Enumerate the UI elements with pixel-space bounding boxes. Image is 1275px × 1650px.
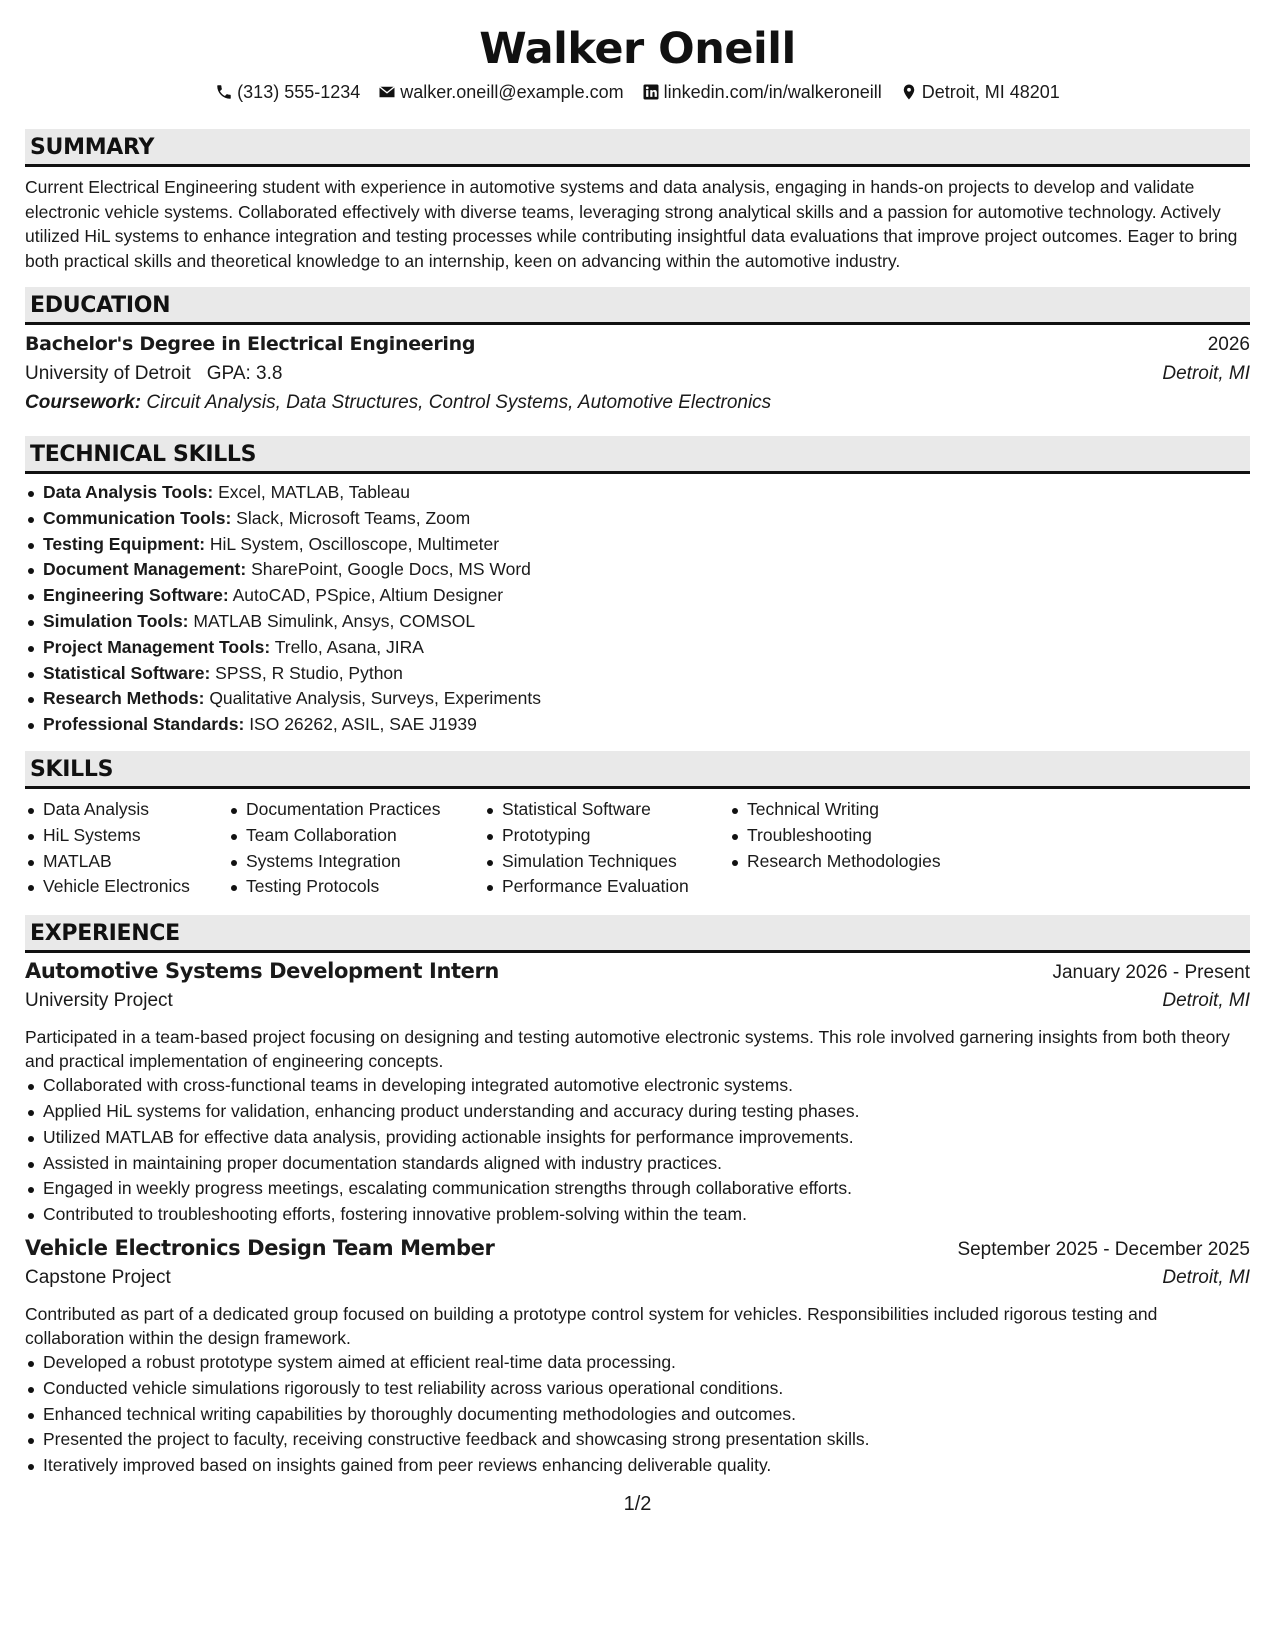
skills-column [729, 797, 989, 900]
education-heading: EDUCATION [25, 287, 1250, 325]
gpa: GPA: 3.8 [206, 363, 283, 384]
skill-value: Qualitative Analysis, Surveys, Experiments [209, 688, 541, 709]
contact-email[interactable] [378, 82, 623, 103]
list-item: Iteratively improved based on insights gained from peer reviews enhancing deliverable quality. [25, 1453, 1250, 1479]
skill-value: AutoCAD, PSpice, Altium Designer [232, 585, 504, 606]
skill-label: Project Management Tools: [43, 636, 271, 657]
job-description: Contributed as part of a dedicated group focused on building a prototype control system for vehicles. Responsibilities included rigorous testing and collaboration within the design framework. [25, 1303, 1158, 1348]
list-item: Research Methodologies [729, 849, 989, 875]
job-org: Capstone Project [25, 1266, 171, 1288]
list-item [25, 583, 1250, 609]
location-text: Detroit, MI 48201 [921, 81, 1060, 102]
school-row [25, 363, 1250, 392]
contact-bar [25, 80, 1250, 104]
skill-label: Communication Tools: [43, 507, 232, 528]
list-item [25, 686, 1250, 712]
list-item: Conducted vehicle simulations rigorously to test reliability across various operational conditions. [25, 1376, 1250, 1402]
job-bullets [25, 1073, 1250, 1228]
skill-value: MATLAB Simulink, Ansys, COMSOL [193, 610, 476, 631]
phone-icon [215, 83, 233, 101]
degree-row [25, 333, 1250, 363]
list-item: Engaged in weekly progress meetings, escalating communication strengths through collaborative efforts. [25, 1176, 1250, 1202]
job-entry [25, 959, 1250, 1228]
job-title-row [25, 959, 1250, 990]
skill-value: HiL System, Oscilloscope, Multimeter [209, 533, 500, 554]
contact-phone [215, 82, 360, 103]
school-name: University of Detroit [25, 363, 191, 384]
list-item: Presented the project to faculty, receiving constructive feedback and showcasing strong presentation skills. [25, 1427, 1250, 1453]
envelope-icon [378, 83, 396, 101]
phone-text: (313) 555-1234 [237, 81, 361, 102]
list-item: Contributed to troubleshooting efforts, fostering innovative problem-solving within the team. [25, 1202, 1250, 1228]
skill-value: Excel, MATLAB, Tableau [218, 482, 411, 502]
map-pin-icon [900, 83, 918, 101]
education-section [25, 287, 1250, 422]
job-title: Automotive Systems Development Intern [25, 959, 499, 984]
job-description: Participated in a team-based project focusing on designing and testing automotive electronic systems. This role involved garnering insights from both theory and practical implementation of engineering concepts. [25, 1027, 1230, 1072]
job-title: Vehicle Electronics Design Team Member [25, 1235, 495, 1260]
list-item: Simulation Techniques [484, 849, 729, 875]
skills-section [25, 751, 1250, 900]
list-item [25, 609, 1250, 635]
experience-heading: EXPERIENCE [25, 915, 1250, 953]
skill-label: Professional Standards: [43, 714, 245, 735]
summary-section [25, 129, 1250, 273]
skill-value: ISO 26262, ASIL, SAE J1939 [249, 714, 477, 735]
skill-label: Research Methods: [43, 688, 205, 709]
list-item: HiL Systems [25, 823, 228, 849]
list-item: Performance Evaluation [484, 874, 729, 900]
job-entry [25, 1236, 1250, 1479]
graduation-year: 2026 [1207, 334, 1250, 355]
skills-column [25, 797, 228, 900]
experience-section [25, 915, 1250, 1479]
skill-label: Document Management: [43, 559, 247, 580]
list-item: Systems Integration [228, 849, 484, 875]
list-item [25, 506, 1250, 532]
list-item: Testing Protocols [228, 874, 484, 900]
school-line [25, 363, 282, 385]
skills-grid [25, 797, 1250, 900]
summary-heading: SUMMARY [25, 129, 1250, 167]
technical-skills-heading: TECHNICAL SKILLS [25, 436, 1250, 474]
email-link[interactable]: walker.oneill@example.com [400, 81, 624, 102]
skill-label: Engineering Software: [43, 585, 229, 606]
list-item: Prototyping [484, 823, 729, 849]
list-item: Collaborated with cross-functional teams in developing integrated automotive electronic systems. [25, 1073, 1250, 1099]
skills-column [484, 797, 729, 900]
skill-value: SharePoint, Google Docs, MS Word [251, 559, 531, 580]
list-item: Vehicle Electronics [25, 874, 228, 900]
job-title-row [25, 1236, 1250, 1267]
list-item: Developed a robust prototype system aimed at efficient real-time data processing. [25, 1350, 1250, 1376]
skills-column [228, 797, 484, 900]
contact-location [900, 82, 1060, 103]
skill-label: Simulation Tools: [43, 610, 189, 631]
list-item [25, 480, 1250, 506]
job-org-row [25, 1267, 1250, 1298]
linkedin-link[interactable]: linkedin.com/in/walkeroneill [663, 81, 882, 102]
list-item: Documentation Practices [228, 797, 484, 823]
technical-skills-section [25, 436, 1250, 738]
list-item: Enhanced technical writing capabilities by thoroughly documenting methodologies and outcomes. [25, 1402, 1250, 1428]
school-location: Detroit, MI [1162, 363, 1250, 384]
list-item: Statistical Software [484, 797, 729, 823]
list-item: Troubleshooting [729, 823, 989, 849]
job-location: Detroit, MI [1162, 1266, 1250, 1288]
skill-value: Slack, Microsoft Teams, Zoom [236, 507, 471, 528]
resume-page [25, 0, 1250, 1650]
job-dates: January 2026 - Present [1052, 962, 1250, 984]
list-item: Data Analysis [25, 797, 228, 823]
skill-label: Data Analysis Tools: [43, 482, 214, 502]
job-location: Detroit, MI [1162, 990, 1250, 1012]
job-bullets [25, 1350, 1250, 1479]
list-item [25, 635, 1250, 661]
list-item: MATLAB [25, 849, 228, 875]
list-item [25, 532, 1250, 558]
job-dates: September 2025 - December 2025 [957, 1238, 1250, 1260]
skill-label: Testing Equipment: [43, 533, 206, 554]
technical-skills-list [25, 480, 1250, 738]
list-item: Team Collaboration [228, 823, 484, 849]
list-item [25, 712, 1250, 738]
list-item: Utilized MATLAB for effective data analysis, providing actionable insights for performance improvements. [25, 1125, 1250, 1151]
skill-value: Trello, Asana, JIRA [274, 636, 424, 657]
page-number: 1/2 [623, 1493, 652, 1515]
list-item: Assisted in maintaining proper documentation standards aligned with industry practices. [25, 1151, 1250, 1177]
coursework-line [25, 392, 1250, 422]
job-org: University Project [25, 990, 173, 1012]
skill-value: SPSS, R Studio, Python [215, 662, 403, 683]
contact-linkedin[interactable] [642, 82, 882, 103]
degree-title: Bachelor's Degree in Electrical Engineering [25, 333, 476, 355]
summary-text: Current Electrical Engineering student with experience in automotive systems and data analysis, engaging in hands-on projects to develop and validate electronic vehicle systems. Collaborated effectively with diverse teams, leveraging strong analytical skills and a passion for automotive technology. Actively utilized HiL systems to enhance integration and testing processes while contributing insightful data evaluations that improve project outcomes. Eager to bring both practical skills and theoretical knowledge to an internship, keen on advancing within the automotive industry. [25, 177, 1238, 271]
candidate-name: Walker Oneill [479, 24, 796, 74]
linkedin-icon [642, 83, 660, 101]
coursework-list: Circuit Analysis, Data Structures, Control Systems, Automotive Electronics [146, 392, 772, 413]
list-item [25, 557, 1250, 583]
job-org-row [25, 990, 1250, 1021]
list-item: Technical Writing [729, 797, 989, 823]
list-item [25, 661, 1250, 687]
skill-label: Statistical Software: [43, 662, 211, 683]
list-item: Applied HiL systems for validation, enhancing product understanding and accuracy during testing phases. [25, 1099, 1250, 1125]
skills-heading: SKILLS [25, 751, 1250, 789]
coursework-label: Coursework: [25, 392, 142, 413]
